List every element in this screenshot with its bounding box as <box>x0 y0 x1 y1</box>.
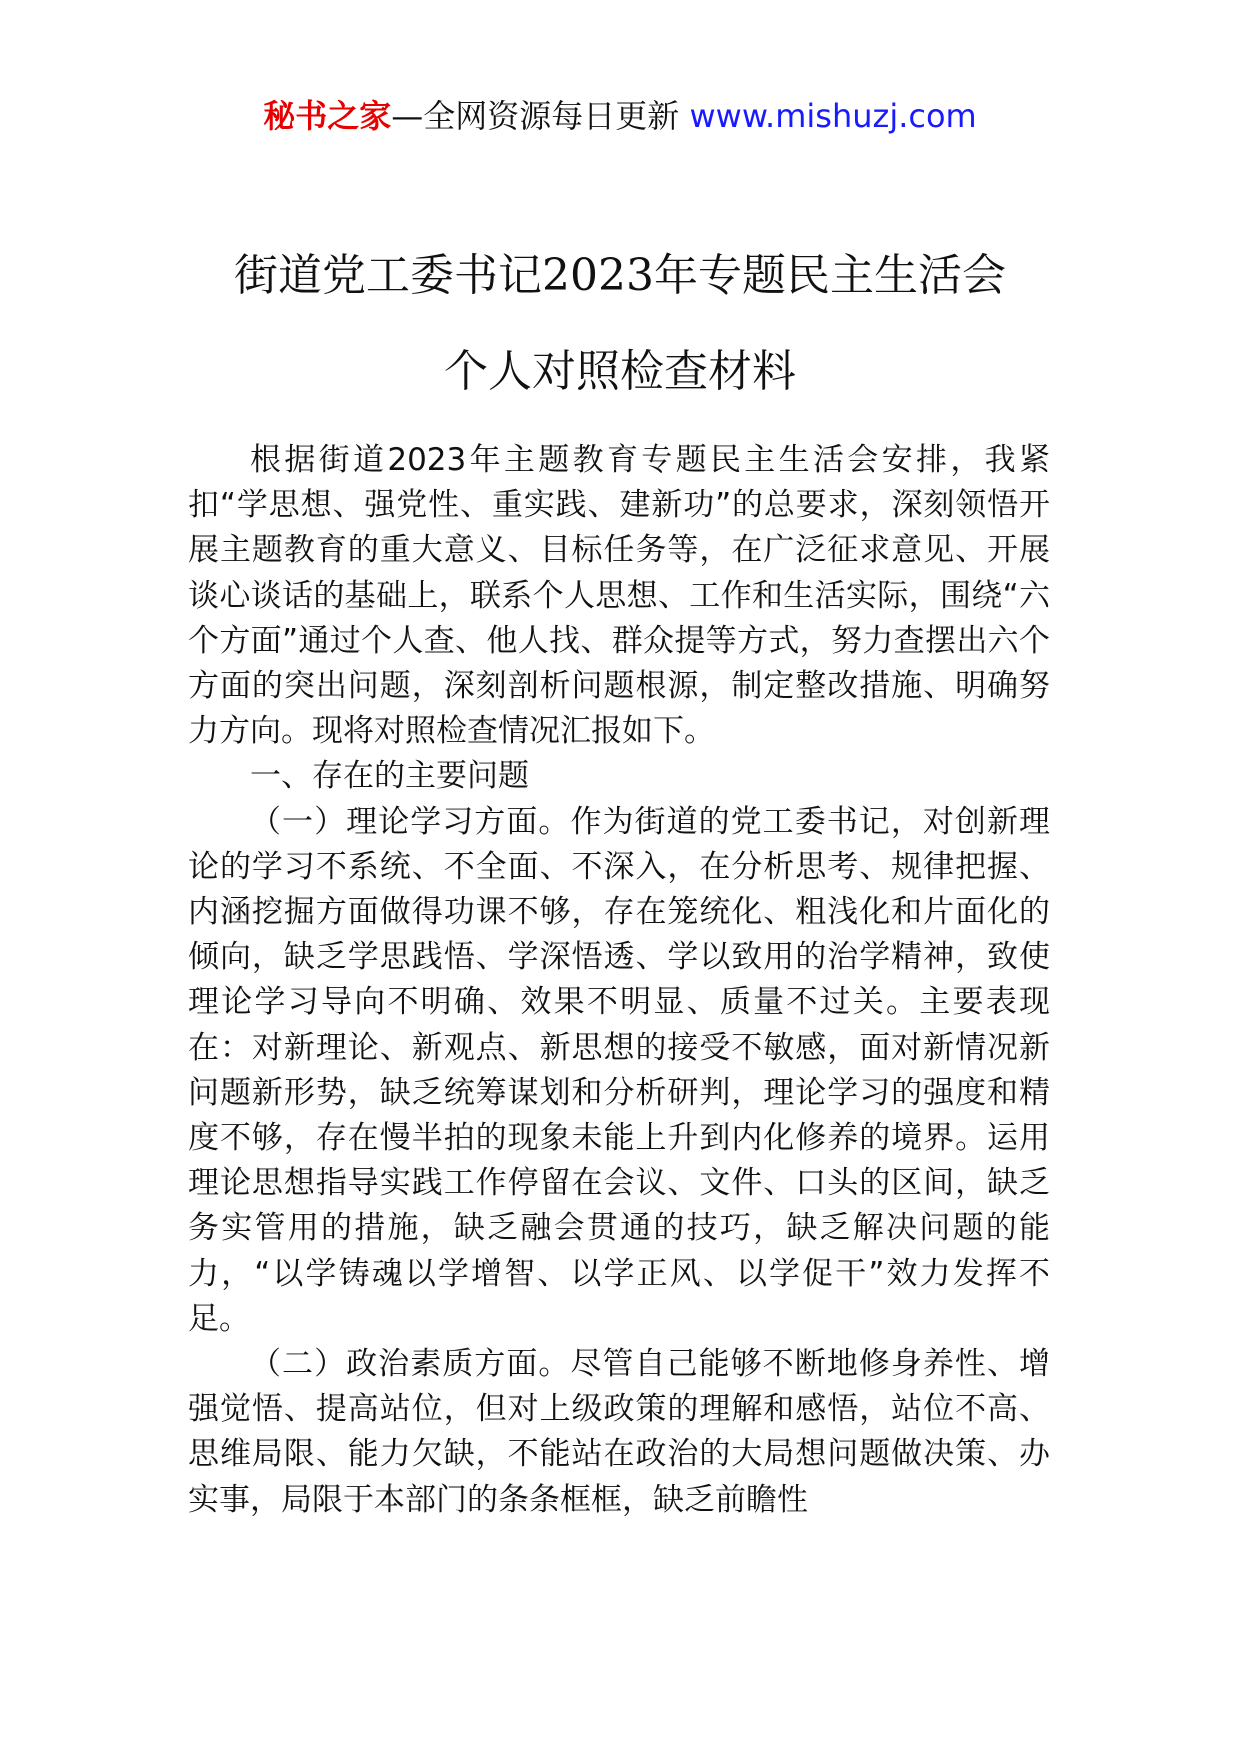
section-heading: 一、存在的主要问题 <box>250 758 529 795</box>
site-brand: 秘书之家 <box>263 97 392 135</box>
title-line-2: 个人对照检查材料 <box>444 346 796 397</box>
title-line-1: 街道党工委书记2023年专题民主生活会 <box>234 250 1006 301</box>
theory-study-paragraph: （一）理论学习方面。作为街道的党工委书记，对创新理论的学习不系统、不全面、不深入，在分析思考、规律把握、内涵挖掘方面做得功课不够，存在笼统化、粗浅化和片面化的倾向，缺乏学思践悟、学深悟透、学以致用的治学精神，致使理论学习导向不明确、效果不明显、质量不过关。主要表现在：对新理论、新观点、新思想的接受不敏感，面对新情况新问题新形势，缺乏统筹谋划和分析研判，理论学习的强度和精度不够，存在慢半拍的现象未能上升到内化修养的境界。运用理论思想指导实践工作停留在会议、文件、口头的区间，缺乏务实管用的措施，缺乏融会贯通的技巧，缺乏解决问题的能力，“以学铸魂以学增智、以学正风、以学促干”效力发挥不足。 <box>188 803 1050 1337</box>
site-header <box>0 96 1240 136</box>
intro-paragraph: 根据街道2023年主题教育专题民主生活会安排，我紧扣“学思想、强党性、重实践、建新功”的总要求，深刻领悟开展主题教育的重大意义、目标任务等，在广泛征求意见、开展谈心谈话的基础上，联系个人思想、工作和生活实际，围绕“六个方面”通过个人查、他人找、群众提等方式，努力查摆出六个方面的突出问题，深刻剖析问题根源，制定整改措施、明确努力方向。现将对照检查情况汇报如下。 <box>188 442 1050 750</box>
political-quality-paragraph: （二）政治素质方面。尽管自己能够不断地修身养性、增强觉悟、提高站位，但对上级政策的理解和感悟，站位不高、思维局限、能力欠缺，不能站在政治的大局想问题做决策、办实事，局限于本部门的条条框框，缺乏前瞻性 <box>188 1346 1050 1518</box>
document-body <box>188 438 1050 1523</box>
document-title <box>0 228 1240 420</box>
site-tagline: —全网资源每日更新 <box>391 97 690 135</box>
site-url-link[interactable]: www.mishuzj.com <box>689 97 977 135</box>
